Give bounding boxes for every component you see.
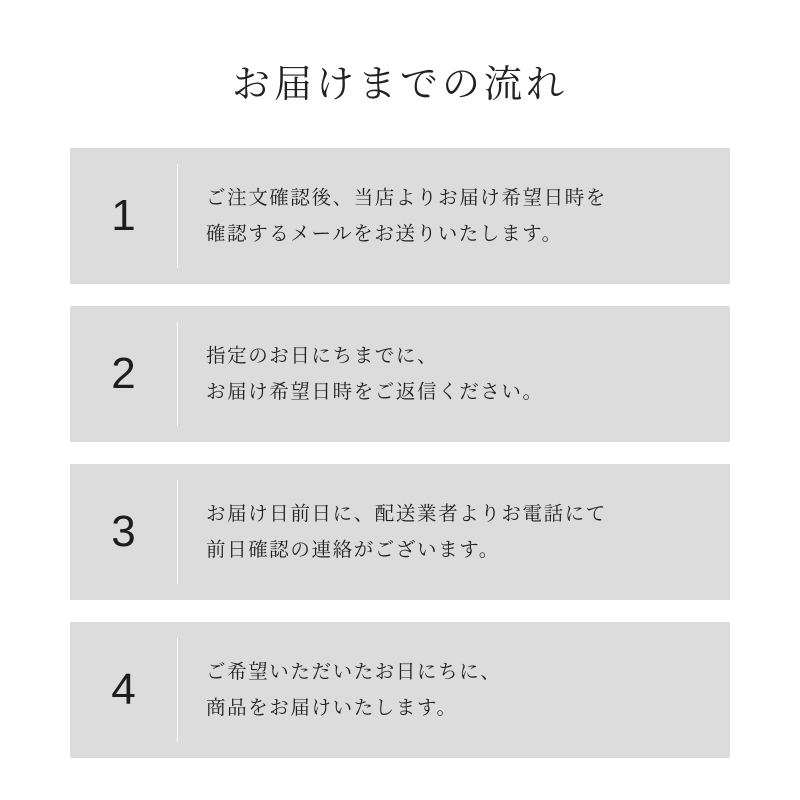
step-line: 前日確認の連絡がございます。 (206, 539, 500, 561)
step-number: 3 (70, 464, 178, 600)
list-item (70, 622, 730, 758)
page-title: お届けまでの流れ (231, 64, 568, 106)
step-number: 2 (70, 306, 178, 442)
step-number: 4 (70, 622, 178, 758)
step-line: ご注文確認後、当店よりお届け希望日時を (206, 186, 607, 209)
step-line: 確認するメールをお送りいたします。 (206, 223, 563, 245)
step-description (178, 622, 730, 758)
step-line: お届け日前日に、配送業者よりお電話にて (206, 502, 607, 525)
step-number: 1 (70, 148, 178, 284)
step-line: お届け希望日時をご返信ください。 (206, 381, 544, 403)
step-line: ご希望いただいたお日にちに、 (206, 660, 502, 683)
step-line: 商品をお届けいたします。 (206, 697, 458, 719)
step-description (178, 306, 730, 442)
step-description (178, 464, 730, 600)
step-line: 指定のお日にちまでに、 (206, 344, 439, 367)
step-description (178, 148, 730, 284)
list-item (70, 306, 730, 442)
list-item (70, 148, 730, 284)
steps-list (70, 148, 730, 780)
list-item (70, 464, 730, 600)
